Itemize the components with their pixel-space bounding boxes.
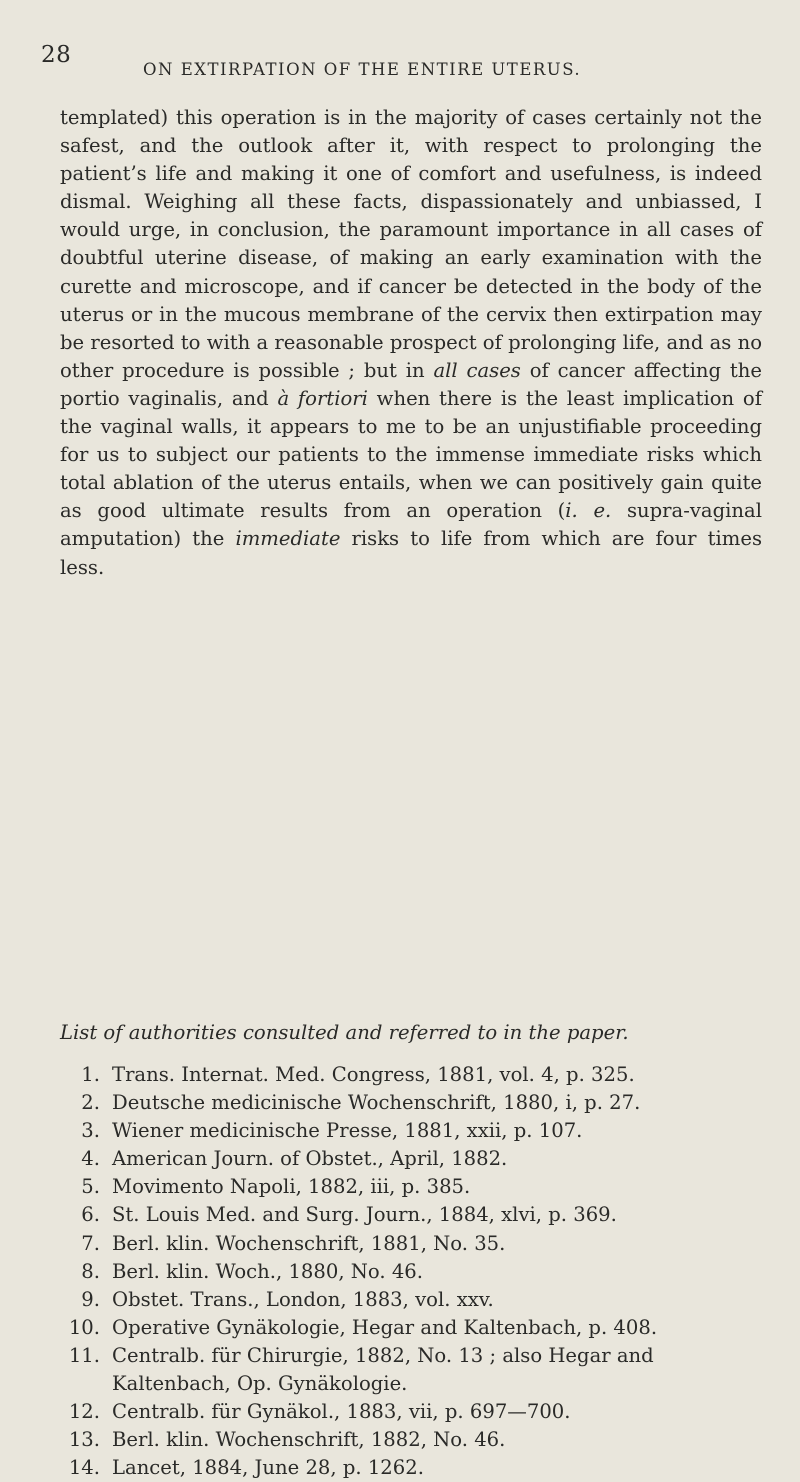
- body-text-run: when there is the least implication of the vaginal walls, it appears to me to be an unjustifiable proceeding for us to subject our patients to the immense immediate risks which total ablation of the uterus entails, when we can positively gain quite as good ultimate results from an operation (: [60, 386, 762, 523]
- italic-run: immediate: [235, 527, 341, 551]
- running-title: ON EXTIRPATION OF THE ENTIRE UTERUS.: [143, 60, 582, 79]
- reference-item: [60, 1201, 762, 1229]
- reference-number: 8.: [81, 1259, 100, 1283]
- reference-text: Centralb. für Chirurgie, 1882, No. 13 ; also Hegar and Kaltenbach, Op. Gynäkologie.: [112, 1343, 654, 1396]
- body-text-run: risks to life from which are four times less.: [60, 527, 762, 579]
- reference-text: Berl. klin. Wochenschrift, 1882, No. 46.: [112, 1428, 506, 1452]
- reference-number: 13.: [68, 1428, 100, 1452]
- reference-number: 11.: [68, 1343, 100, 1367]
- reference-item: [60, 1230, 762, 1258]
- reference-item: [60, 1342, 762, 1398]
- reference-item: [60, 1061, 762, 1089]
- page-number: 28: [41, 42, 72, 68]
- reference-number: 10.: [68, 1315, 100, 1339]
- body-text-run: of cancer affecting the portio vaginalis, and: [60, 358, 762, 410]
- body-text-run: supra-vaginal amputation) the: [60, 499, 762, 551]
- italic-run: i. e.: [565, 499, 612, 523]
- reference-number: 4.: [81, 1147, 100, 1171]
- reference-text: Centralb. für Gynäkol., 1883, vii, p. 697—700.: [112, 1400, 571, 1424]
- reference-item: [60, 1398, 762, 1426]
- reference-text: Obstet. Trans., London, 1883, vol. xxv.: [112, 1287, 494, 1311]
- reference-number: 6.: [81, 1203, 100, 1227]
- reference-text: American Journ. of Obstet., April, 1882.: [112, 1147, 508, 1171]
- reference-number: 1.: [81, 1063, 100, 1086]
- reference-text: Deutsche medicinische Wochenschrift, 1880, i, p. 27.: [112, 1091, 641, 1115]
- italic-run: à fortiori: [277, 386, 368, 410]
- reference-number: 5.: [81, 1175, 100, 1199]
- body-paragraph: [60, 104, 762, 582]
- reference-number: 2.: [81, 1091, 100, 1115]
- reference-item: [60, 1454, 762, 1482]
- reference-item: [60, 1117, 762, 1145]
- reference-number: 3.: [81, 1119, 100, 1143]
- reference-text: Trans. Internat. Med. Congress, 1881, vol. 4, p. 325.: [112, 1063, 635, 1086]
- reference-text: Operative Gynäkologie, Hegar and Kaltenbach, p. 408.: [112, 1315, 658, 1339]
- italic-run: all cases: [433, 358, 521, 382]
- references-heading: List of authorities consulted and referred to in the paper.: [60, 1021, 629, 1044]
- reference-item: [60, 1173, 762, 1201]
- reference-list: [60, 1061, 762, 1482]
- reference-number: 12.: [68, 1400, 100, 1424]
- reference-text: Berl. klin. Woch., 1880, No. 46.: [112, 1259, 423, 1283]
- reference-item: [60, 1426, 762, 1454]
- reference-number: 14.: [68, 1456, 100, 1480]
- reference-item: [60, 1145, 762, 1173]
- body-text-run: templated) this operation is in the majority of cases certainly not the safest, and the outlook after it, with respect to prolonging the patient’s life and making it one of comfort and usefulness, is indeed dismal. Weighing all these facts, dispassionately and unbiassed, I would urge, in conclusion, the paramount importance in all cases of doubtful uterine disease, of making an early examination with the curette and microscope, and if cancer be detected in the body of the uterus or in the mucous membrane of the cervix then extirpation may be resorted to with a reasonable prospect of prolonging life, and as no other procedure is possible ; but in: [60, 106, 762, 382]
- reference-text: St. Louis Med. and Surg. Journ., 1884, xlvi, p. 369.: [112, 1203, 617, 1227]
- reference-number: 9.: [81, 1287, 100, 1311]
- reference-number: 7.: [81, 1231, 100, 1255]
- reference-item: [60, 1286, 762, 1314]
- reference-text: Movimento Napoli, 1882, iii, p. 385.: [112, 1175, 471, 1199]
- reference-text: Lancet, 1884, June 28, p. 1262.: [112, 1456, 424, 1480]
- reference-item: [60, 1258, 762, 1286]
- reference-item: [60, 1089, 762, 1117]
- reference-text: Berl. klin. Wochenschrift, 1881, No. 35.: [112, 1231, 506, 1255]
- reference-text: Wiener medicinische Presse, 1881, xxii, p. 107.: [112, 1119, 583, 1143]
